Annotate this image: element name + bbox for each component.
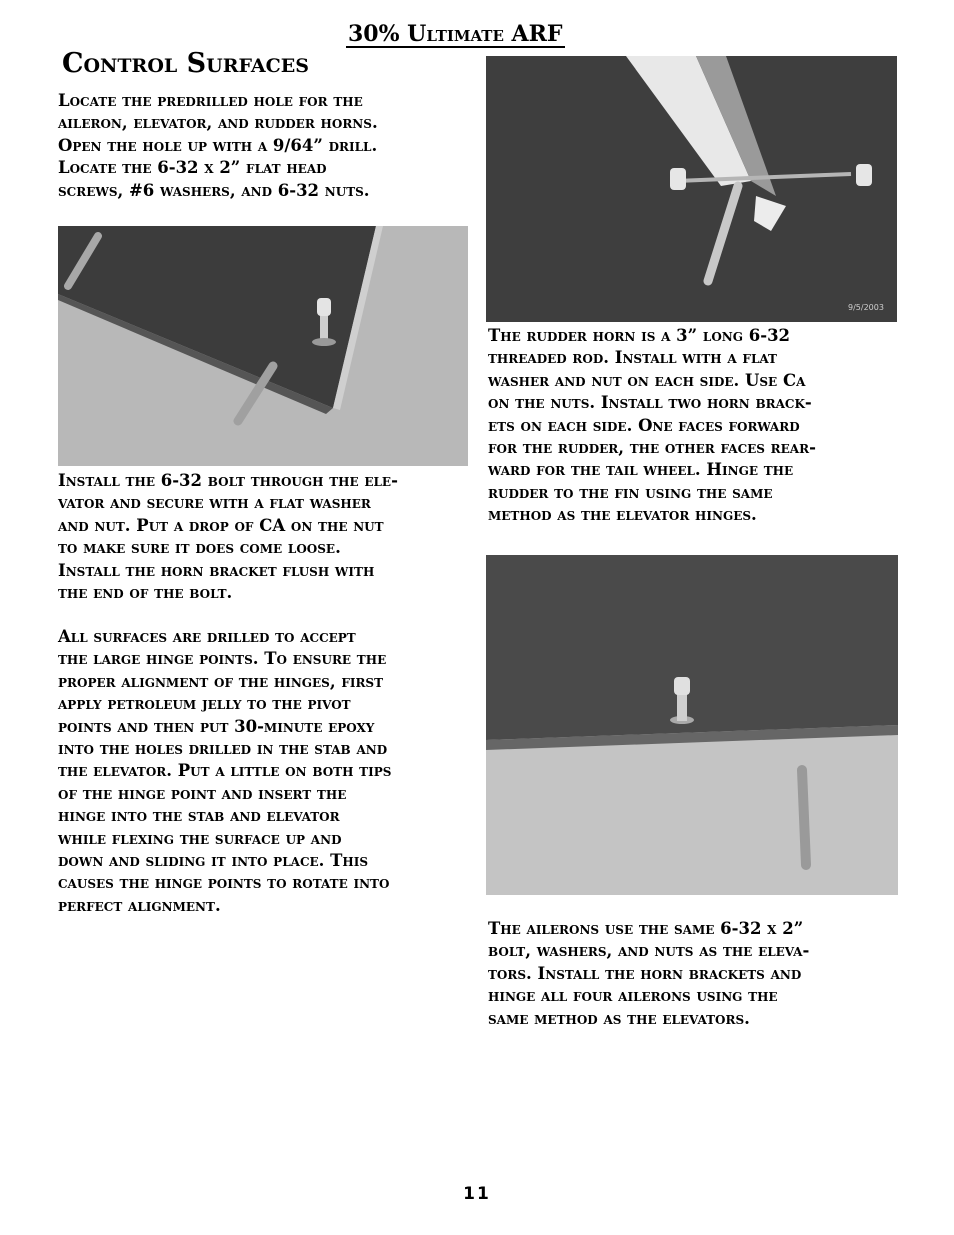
photo-date-stamp: 9/5/2003: [848, 303, 884, 312]
rudder-paragraph: The rudder horn is a 3” long 6-32 threaded rod. Install with a flat washer and nut on each side. Use Ca on the nuts. Install two horn brack- ets on each side. One faces forward for the rudder, the other faces rear- ward for the tail wheel. Hinge the rudder to the fin using the same method as the elevator hinges.: [488, 326, 816, 525]
elevator-horn-photo: [58, 226, 468, 466]
elevator-paragraph: Install the 6-32 bolt through the ele- vator and secure with a flat washer and nut. Put a drop of CA on the nut to make sure it does come loose. Install the horn bracket flush with the end of the bolt.: [58, 471, 398, 603]
hinges-paragraph: All surfaces are drilled to accept the large hinge points. To ensure the proper alignment of the hinges, first apply petroleum jelly to the pivot points and then put 30-minute epoxy into the holes drilled in the stab and the elevator. Put a little on both tips of the hinge point and insert the hinge into the stab and elevator while flexing the surface up and down and sliding it into place. This causes the hinge points to rotate into perfect alignment.: [58, 627, 392, 915]
ailerons-paragraph: The ailerons use the same 6-32 x 2” bolt, washers, and nuts as the eleva- tors. Install the horn brackets and hinge all four ailerons using the same method as the elevators.: [488, 919, 810, 1028]
intro-paragraph: Locate the predrilled hole for the aileron, elevator, and rudder horns. Open the hole up with a 9/64” drill. Locate the 6-32 x 2” flat head screws, #6 washers, and 6-32 nuts.: [58, 91, 378, 200]
page-number: 11: [463, 1184, 491, 1204]
page-title: Control Surfaces: [62, 48, 309, 79]
aileron-horn-photo: [486, 555, 898, 895]
document-header: 30% Ultimate ARF: [348, 21, 563, 47]
rudder-horn-photo: [486, 56, 897, 322]
